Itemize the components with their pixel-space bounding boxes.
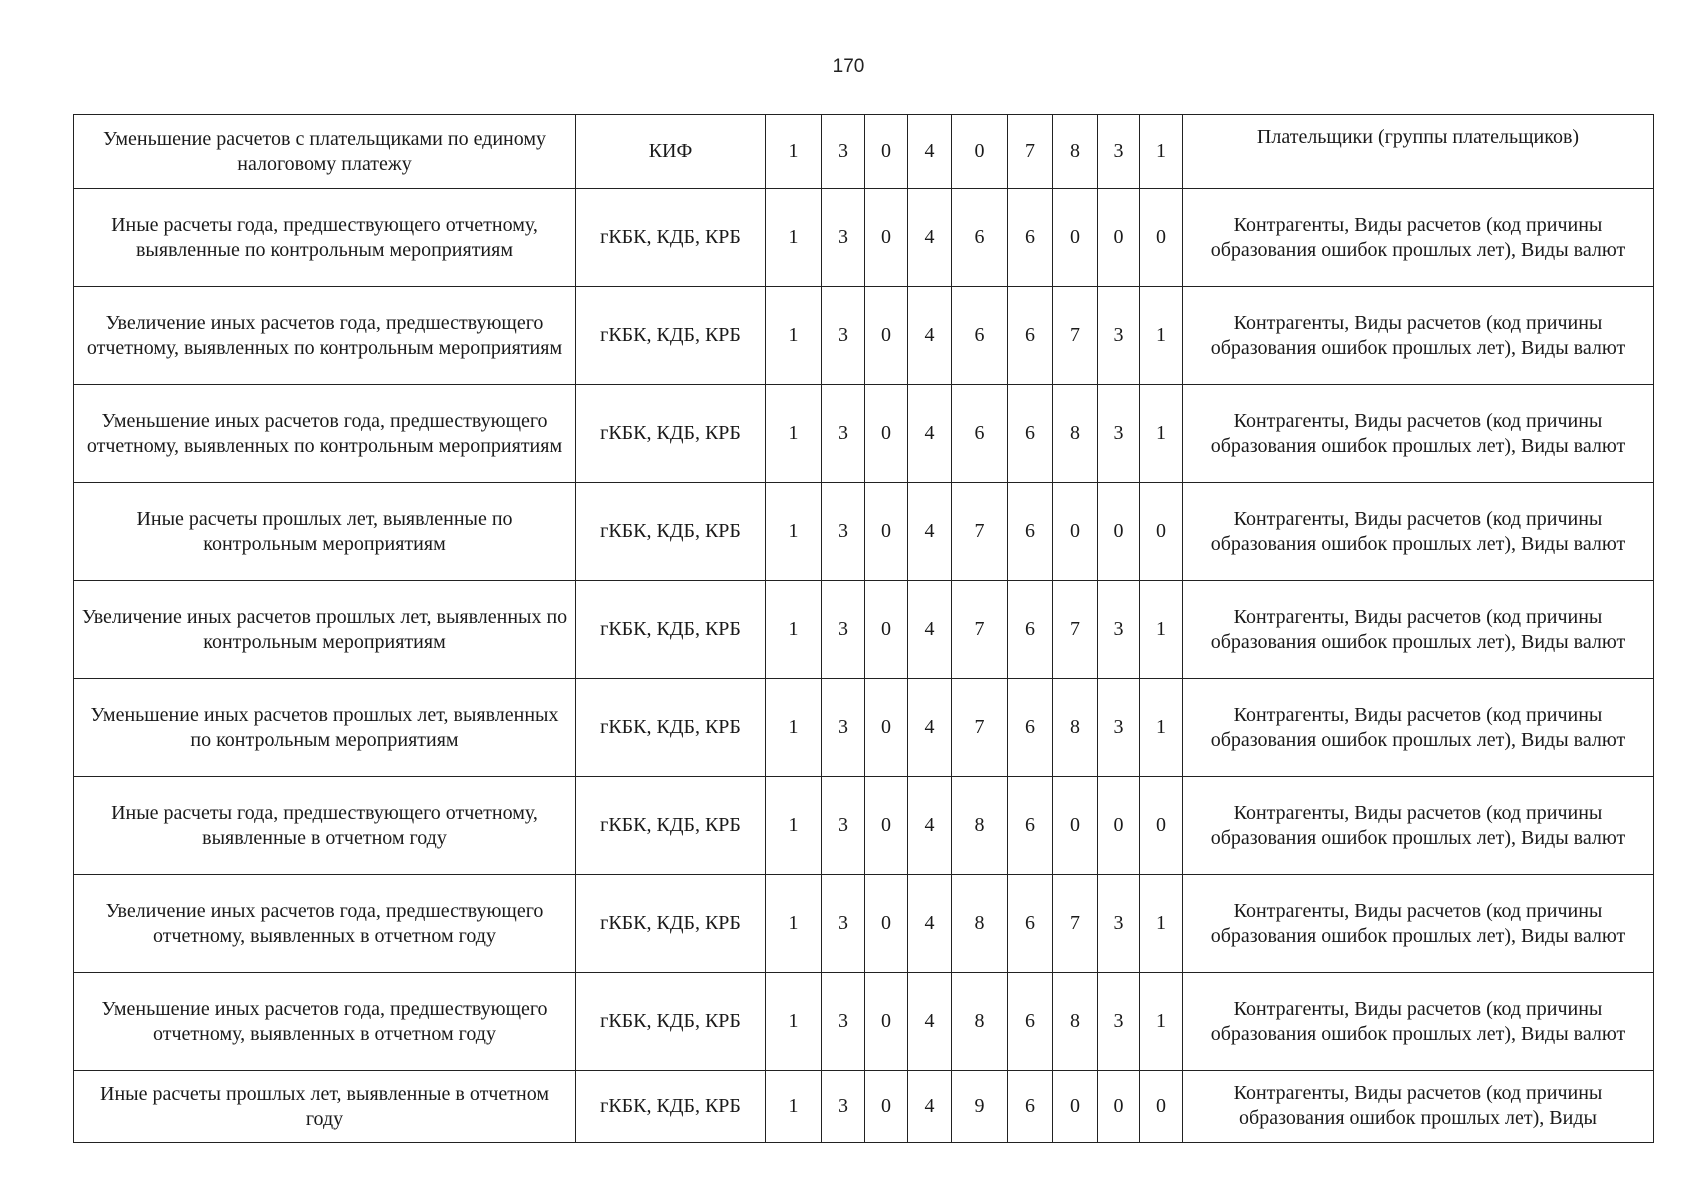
account-code-digit: 1 — [766, 973, 822, 1071]
row-analytics: Контрагенты, Виды расчетов (код причины образования ошибок прошлых лет), Виды валют — [1183, 679, 1654, 777]
account-code-digit: 8 — [1053, 385, 1098, 483]
account-code-digit: 6 — [1008, 973, 1053, 1071]
account-code-digit: 6 — [1008, 483, 1053, 581]
row-type: гКБК, КДБ, КРБ — [576, 679, 766, 777]
account-code-digit: 3 — [822, 385, 865, 483]
row-analytics: Контрагенты, Виды расчетов (код причины образования ошибок прошлых лет), Виды — [1183, 1071, 1654, 1143]
row-type: гКБК, КДБ, КРБ — [576, 189, 766, 287]
account-code-digit: 1 — [766, 1071, 822, 1143]
accounts-table — [73, 114, 1654, 1143]
row-type: гКБК, КДБ, КРБ — [576, 385, 766, 483]
account-code-digit: 3 — [822, 287, 865, 385]
account-code-digit: 0 — [1098, 777, 1140, 875]
account-code-digit: 1 — [766, 189, 822, 287]
account-code-digit: 3 — [822, 777, 865, 875]
account-code-digit: 6 — [1008, 581, 1053, 679]
account-code-digit: 1 — [766, 483, 822, 581]
row-type: гКБК, КДБ, КРБ — [576, 483, 766, 581]
account-code-digit: 4 — [908, 679, 952, 777]
account-code-digit: 4 — [908, 483, 952, 581]
account-code-digit: 1 — [1140, 875, 1183, 973]
table-row — [74, 483, 1654, 581]
account-code-digit: 1 — [1140, 581, 1183, 679]
account-code-digit: 7 — [1053, 287, 1098, 385]
account-code-digit: 8 — [952, 973, 1008, 1071]
account-code-digit: 1 — [766, 777, 822, 875]
table-row — [74, 385, 1654, 483]
account-code-digit: 7 — [952, 679, 1008, 777]
account-code-digit: 9 — [952, 1071, 1008, 1143]
row-analytics: Контрагенты, Виды расчетов (код причины образования ошибок прошлых лет), Виды валют — [1183, 287, 1654, 385]
account-code-digit: 4 — [908, 875, 952, 973]
account-code-digit: 3 — [1098, 973, 1140, 1071]
table-row — [74, 1071, 1654, 1143]
account-code-digit: 0 — [1098, 1071, 1140, 1143]
account-code-digit: 1 — [1140, 973, 1183, 1071]
row-type: гКБК, КДБ, КРБ — [576, 973, 766, 1071]
account-code-digit: 3 — [822, 115, 865, 189]
table-row — [74, 287, 1654, 385]
account-code-digit: 0 — [1098, 189, 1140, 287]
account-code-digit: 0 — [865, 973, 908, 1071]
account-code-digit: 1 — [766, 875, 822, 973]
account-code-digit: 8 — [1053, 973, 1098, 1071]
account-code-digit: 3 — [822, 1071, 865, 1143]
account-code-digit: 6 — [1008, 875, 1053, 973]
account-code-digit: 1 — [766, 115, 822, 189]
account-code-digit: 7 — [1053, 581, 1098, 679]
account-code-digit: 8 — [952, 777, 1008, 875]
row-analytics: Контрагенты, Виды расчетов (код причины образования ошибок прошлых лет), Виды валют — [1183, 483, 1654, 581]
row-description: Иные расчеты прошлых лет, выявленные в отчетном году — [74, 1071, 576, 1143]
row-analytics: Контрагенты, Виды расчетов (код причины образования ошибок прошлых лет), Виды валют — [1183, 581, 1654, 679]
account-code-digit: 8 — [1053, 115, 1098, 189]
account-code-digit: 3 — [1098, 875, 1140, 973]
account-code-digit: 3 — [822, 875, 865, 973]
account-code-digit: 4 — [908, 581, 952, 679]
row-analytics: Контрагенты, Виды расчетов (код причины образования ошибок прошлых лет), Виды валют — [1183, 777, 1654, 875]
account-code-digit: 0 — [952, 115, 1008, 189]
account-code-digit: 6 — [1008, 287, 1053, 385]
account-code-digit: 6 — [1008, 777, 1053, 875]
page-number: 170 — [832, 56, 865, 77]
account-code-digit: 1 — [1140, 679, 1183, 777]
row-description: Уменьшение расчетов с плательщиками по единому налоговому платежу — [74, 115, 576, 189]
account-code-digit: 0 — [865, 581, 908, 679]
account-code-digit: 4 — [908, 777, 952, 875]
account-code-digit: 4 — [908, 973, 952, 1071]
account-code-digit: 3 — [1098, 581, 1140, 679]
account-code-digit: 1 — [1140, 287, 1183, 385]
account-code-digit: 0 — [1053, 1071, 1098, 1143]
account-code-digit: 0 — [1053, 777, 1098, 875]
account-code-digit: 1 — [766, 581, 822, 679]
row-analytics: Контрагенты, Виды расчетов (код причины образования ошибок прошлых лет), Виды валют — [1183, 875, 1654, 973]
account-code-digit: 7 — [952, 483, 1008, 581]
account-code-digit: 8 — [1053, 679, 1098, 777]
row-type: КИФ — [576, 115, 766, 189]
row-analytics: Контрагенты, Виды расчетов (код причины образования ошибок прошлых лет), Виды валют — [1183, 189, 1654, 287]
row-type: гКБК, КДБ, КРБ — [576, 1071, 766, 1143]
account-code-digit: 3 — [822, 973, 865, 1071]
row-description: Уменьшение иных расчетов года, предшествующего отчетному, выявленных по контрольным мероприятиям — [74, 385, 576, 483]
account-code-digit: 0 — [865, 483, 908, 581]
account-code-digit: 4 — [908, 1071, 952, 1143]
table-row — [74, 679, 1654, 777]
account-code-digit: 1 — [766, 385, 822, 483]
account-code-digit: 6 — [1008, 385, 1053, 483]
table-row — [74, 115, 1654, 189]
account-code-digit: 0 — [1053, 189, 1098, 287]
table-row — [74, 189, 1654, 287]
account-code-digit: 0 — [865, 875, 908, 973]
row-type: гКБК, КДБ, КРБ — [576, 581, 766, 679]
row-type: гКБК, КДБ, КРБ — [576, 875, 766, 973]
account-code-digit: 0 — [865, 777, 908, 875]
account-code-digit: 3 — [822, 679, 865, 777]
account-code-digit: 0 — [1140, 777, 1183, 875]
account-code-digit: 4 — [908, 385, 952, 483]
account-code-digit: 3 — [1098, 385, 1140, 483]
account-code-digit: 6 — [1008, 679, 1053, 777]
account-code-digit: 6 — [1008, 189, 1053, 287]
account-code-digit: 1 — [766, 679, 822, 777]
row-description: Уменьшение иных расчетов прошлых лет, выявленных по контрольным мероприятиям — [74, 679, 576, 777]
table-row — [74, 973, 1654, 1071]
account-code-digit: 7 — [1008, 115, 1053, 189]
account-code-digit: 0 — [1140, 483, 1183, 581]
row-type: гКБК, КДБ, КРБ — [576, 777, 766, 875]
account-code-digit: 0 — [1140, 189, 1183, 287]
row-description: Иные расчеты года, предшествующего отчетному, выявленные в отчетном году — [74, 777, 576, 875]
account-code-digit: 4 — [908, 115, 952, 189]
account-code-digit: 8 — [952, 875, 1008, 973]
account-code-digit: 0 — [1053, 483, 1098, 581]
account-code-digit: 0 — [1140, 1071, 1183, 1143]
account-code-digit: 7 — [1053, 875, 1098, 973]
row-description: Увеличение иных расчетов года, предшествующего отчетному, выявленных в отчетном году — [74, 875, 576, 973]
account-code-digit: 3 — [822, 189, 865, 287]
account-code-digit: 0 — [1098, 483, 1140, 581]
account-code-digit: 3 — [1098, 287, 1140, 385]
account-code-digit: 0 — [865, 189, 908, 287]
account-code-digit: 1 — [1140, 115, 1183, 189]
account-code-digit: 6 — [952, 189, 1008, 287]
row-description: Увеличение иных расчетов года, предшествующего отчетному, выявленных по контрольным мероприятиям — [74, 287, 576, 385]
row-description: Иные расчеты года, предшествующего отчетному, выявленные по контрольным мероприятиям — [74, 189, 576, 287]
account-code-digit: 1 — [766, 287, 822, 385]
account-code-digit: 0 — [865, 679, 908, 777]
account-code-digit: 6 — [952, 385, 1008, 483]
account-code-digit: 0 — [865, 1071, 908, 1143]
account-code-digit: 6 — [952, 287, 1008, 385]
account-code-digit: 7 — [952, 581, 1008, 679]
row-analytics: Плательщики (группы плательщиков) — [1183, 115, 1654, 189]
table-row — [74, 777, 1654, 875]
row-description: Иные расчеты прошлых лет, выявленные по контрольным мероприятиям — [74, 483, 576, 581]
row-description: Уменьшение иных расчетов года, предшествующего отчетному, выявленных в отчетном году — [74, 973, 576, 1071]
account-code-digit: 4 — [908, 189, 952, 287]
account-code-digit: 1 — [1140, 385, 1183, 483]
account-code-digit: 6 — [1008, 1071, 1053, 1143]
account-code-digit: 0 — [865, 287, 908, 385]
account-code-digit: 4 — [908, 287, 952, 385]
account-code-digit: 3 — [822, 483, 865, 581]
account-code-digit: 3 — [1098, 115, 1140, 189]
row-description: Увеличение иных расчетов прошлых лет, выявленных по контрольным мероприятиям — [74, 581, 576, 679]
table-row — [74, 875, 1654, 973]
account-code-digit: 0 — [865, 115, 908, 189]
row-analytics: Контрагенты, Виды расчетов (код причины образования ошибок прошлых лет), Виды валют — [1183, 385, 1654, 483]
table-body — [74, 115, 1654, 1143]
account-code-digit: 3 — [822, 581, 865, 679]
account-code-digit: 3 — [1098, 679, 1140, 777]
account-code-digit: 0 — [865, 385, 908, 483]
table-row — [74, 581, 1654, 679]
row-analytics: Контрагенты, Виды расчетов (код причины образования ошибок прошлых лет), Виды валют — [1183, 973, 1654, 1071]
row-type: гКБК, КДБ, КРБ — [576, 287, 766, 385]
